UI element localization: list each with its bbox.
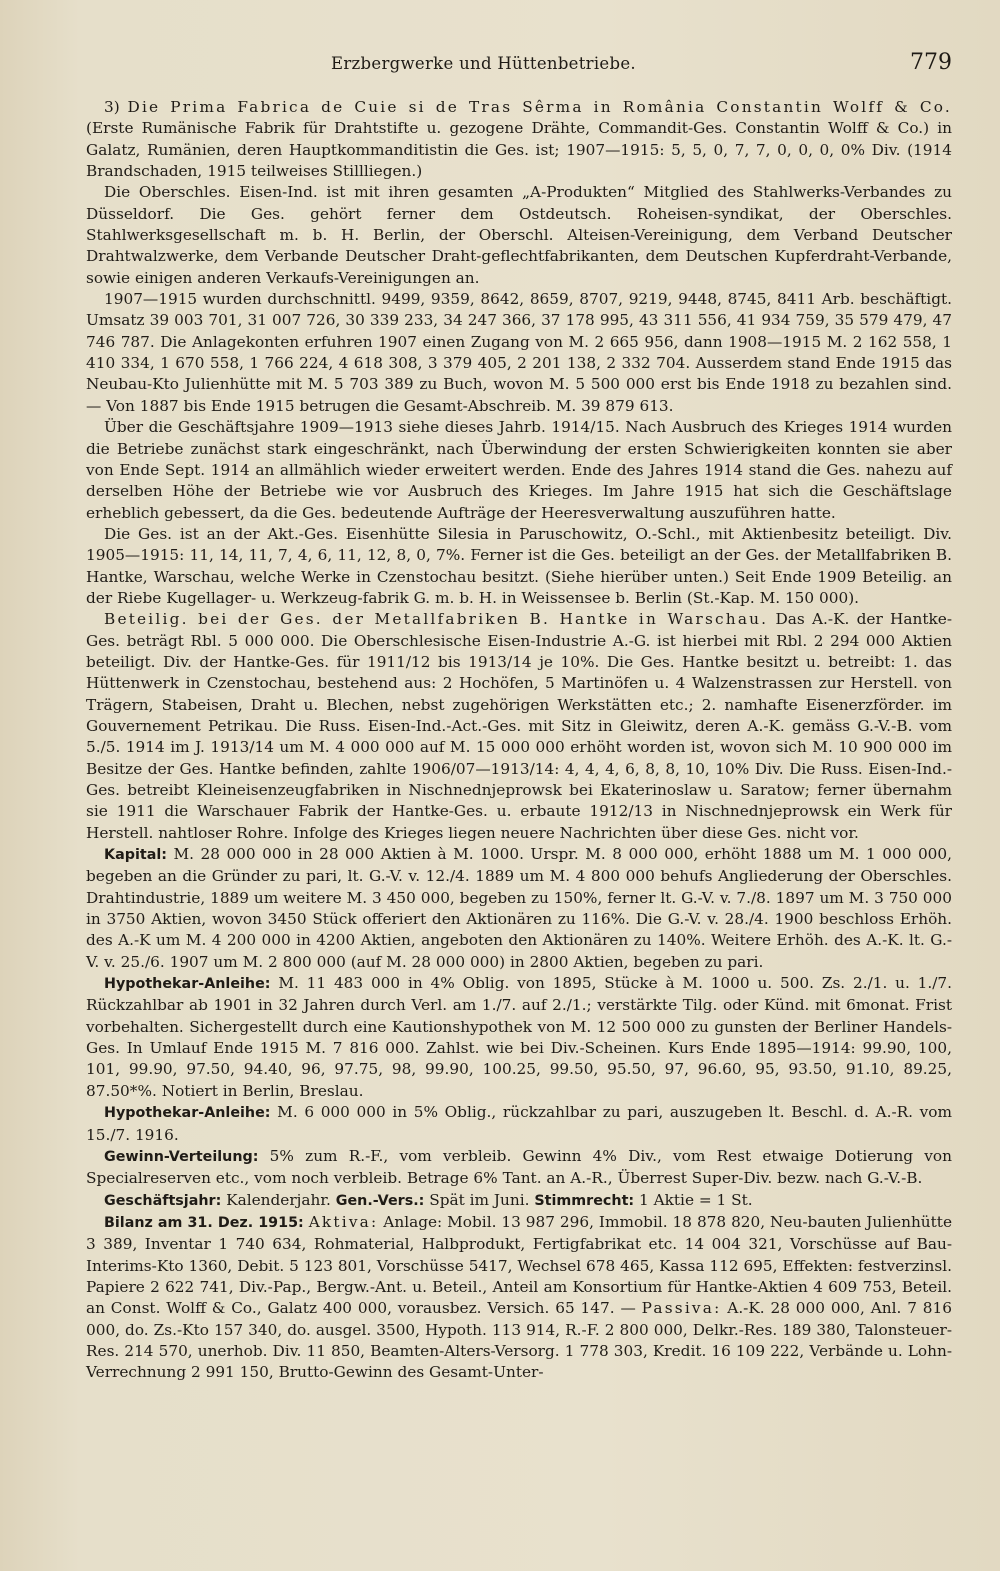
section-keyword: Geschäftsjahr: [104, 1192, 222, 1209]
spaced-heading: Passiva: [641, 1299, 722, 1318]
text-segment: A.-K. 28 000 000, Anl. 7 816 000, do. Zs.-Kto 157 340, do. ausgel. 3500, Hypoth. 113 914, R.-F. 2 800 000, Delkr.-Res. 189 380, Talonsteuer-Res. 214 570, unerhob. Div. 11 850, Beamten-Alters-Versorg. 1 778 303, Kredit. 16 109 222, Verbände u. Lohn-Verrechnung 2 991 150, Brutto-Gewinn des Gesamt-Unter- [86, 1299, 952, 1382]
section-keyword: Hypothekar-Anleihe: [104, 976, 271, 993]
paragraph [86, 973, 952, 1102]
section-keyword: Stimmrecht: [534, 1192, 635, 1209]
text-segment: (Erste Rumänische Fabrik für Drahtstifte u. gezogene Drähte, Commandit-Ges. Constantin Wolff & Co.) in Galatz, Rumänien, deren Hauptkommanditistin die Ges. ist; 1907—1915: 5, 5, 0, 7, 7, 0, 0, 0, 0% Div. (1914 Brandschaden, 1915 teilweises Stillliegen.) [86, 119, 952, 181]
paragraph [86, 1190, 952, 1212]
text-segment: M. 6 000 000 in 5% Oblig., rückzahlbar zu pari, auszugeben lt. Beschl. d. A.-R. vom 15./7. 1916. [86, 1103, 952, 1144]
paragraph [86, 524, 952, 609]
text-segment: Kalenderjahr. [221, 1190, 336, 1209]
text-segment: M. 28 000 000 in 28 000 Aktien à M. 1000. Urspr. M. 8 000 000, erhöht 1888 um M. 1 000 000, begeben an die Gründer zu pari, lt. G.-V. v. 12./4. 1889 um M. 4 800 000 behufs Angliederung der Oberschles. Drahtindustrie, 1889 um weitere M. 3 450 000, begeben zu 150%, ferner lt. G.-V. v. 7./8. 1897 um M. 3 750 000 in 3750 Aktien, wovon 3450 Stück offeriert den Aktionären zu 116%. Die G.-V. v. 28./4. 1900 beschloss Erhöh. des A.-K um M. 4 200 000 in 4200 Aktien, angeboten den Aktionären zu 140%. Weitere Erhöh. des A.-K. lt. G.-V. v. 25./6. 1907 um M. 2 800 000 (auf M. 28 000 000) in 2800 Aktien, begeben zu pari. [86, 845, 952, 971]
paragraph [86, 97, 952, 182]
paragraph [86, 289, 952, 417]
paragraph [86, 1146, 952, 1190]
paragraph [86, 417, 952, 524]
text-segment: 1 Aktie = 1 St. [634, 1190, 753, 1209]
text-segment: Das A.-K. der Hantke-Ges. beträgt Rbl. 5 000 000. Die Oberschlesische Eisen-Industrie A.-G. ist hierbei mit Rbl. 2 294 000 Aktien beteiligt. Div. der Hantke-Ges. für 1911/12 bis 1913/14 je 10%. Die Ges. Hantke besitzt u. betreibt: 1. das Hüttenwerk in Czenstochau, bestehend aus: 2 Hochöfen, 5 Martinöfen u. 4 Walzenstrassen zur Herstell. von Trägern, Stabeisen, Draht u. Blechen, nebst zugehörigen Werkstätten etc.; 2. namhafte Eisenerzförder. im Gouvernement Petrikau. Die Russ. Eisen-Ind.-Act.-Ges. mit Sitz in Gleiwitz, deren A.-K. gemäss G.-V.-B. vom 5./5. 1914 im J. 1913/14 um M. 4 000 000 auf M. 15 000 000 erhöht worden ist, wovon sich M. 10 900 000 im Besitze der Ges. Hantke befinden, zahlte 1906/07—1913/14: 4, 4, 4, 6, 8, 8, 10, 10% Div. Die Russ. Eisen-Ind.-Ges. betreibt Kleineisenzeugfabriken in Nischnednjeprowsk bei Ekaterinoslaw u. Saratow; ferner übernahm sie 1911 die Warschauer Fabrik der Hantke-Ges. u. erbaute 1912/13 in Nischnednjeprowsk ein Werk für Herstell. nahtloser Rohre. Infolge des Krieges liegen neuere Nachrichten über diese Ges. nicht vor. [86, 610, 952, 842]
paragraph [86, 609, 952, 844]
section-keyword: Hypothekar-Anleihe: [104, 1105, 271, 1122]
paragraph [86, 1102, 952, 1146]
running-title: Erzbergwerke und Hüttenbetriebe. [331, 54, 636, 73]
body-text [86, 97, 952, 1384]
page-number: 779 [910, 50, 952, 75]
text-segment: Die Ges. ist an der Akt.-Ges. Eisenhütte Silesia in Paruschowitz, O.-Schl., mit Aktienbesitz beteiligt. Div. 1905—1915: 11, 14, 11, 7, 4, 6, 11, 12, 8, 0, 7%. Ferner ist die Ges. beteiligt an der Ges. der Metallfabriken B. Hantke, Warschau, welche Werke in Czenstochau besitzt. (Siehe hierüber unten.) Seit Ende 1909 Beteilig. an der Riebe Kugellager- u. Werkzeug-fabrik G. m. b. H. in Weissensee b. Berlin (St.-Kap. M. 150 000). [86, 524, 952, 607]
page-header [86, 46, 952, 86]
spaced-heading: Aktiva: [308, 1212, 379, 1231]
paragraph [86, 182, 952, 289]
spaced-heading: Beteilig. bei der Ges. der Metallfabriken B. Hantke in Warschau. [104, 610, 769, 629]
text-segment: Die Oberschles. Eisen-Ind. ist mit ihren gesamten „A-Produkten“ Mitglied des Stahlwerks-Verbandes zu Düsseldorf. Die Ges. gehört ferner dem Ostdeutsch. Roheisen-syndikat, der Oberschles. Stahlwerksgesellschaft m. b. H. Berlin, der Oberschl. Alteisen-Vereinigung, dem Verband Deutscher Drahtwalzwerke, dem Verbande Deutscher Draht-geflechtfabrikanten, dem Deutschen Kupferdraht-Verbande, sowie einigen anderen Verkaufs-Vereinigungen an. [86, 183, 952, 287]
text-segment: M. 11 483 000 in 4% Oblig. von 1895, Stücke à M. 1000 u. 500. Zs. 2./1. u. 1./7. Rückzahlbar ab 1901 in 32 Jahren durch Verl. am 1./7. auf 2./1.; verstärkte Tilg. oder Künd. mit 6monat. Frist vorbehalten. Sichergestellt durch eine Kautionshypothek von M. 12 500 000 zu gunsten der Berliner Handels-Ges. In Umlauf Ende 1915 M. 7 816 000. Zahlst. wie bei Div.-Scheinen. Kurs Ende 1895—1914: 99.90, 100, 101, 99.90, 97.50, 94.40, 96, 97.75, 98, 99.90, 100.25, 99.50, 95.50, 97, 96.60, 95, 93.50, 91.10, 89.25, 87.50*%. Notiert in Berlin, Breslau. [86, 974, 952, 1100]
text-segment: 3) [104, 98, 128, 116]
text-segment: 5% zum R.-F., vom verbleib. Gewinn 4% Div., vom Rest etwaige Dotierung von Specialreserven etc., vom noch verbleib. Betrage 6% Tant. an A.-R., Überrest Super-Div. bezw. nach G.-V.-B. [86, 1146, 952, 1188]
section-keyword: Gen.-Vers.: [335, 1192, 425, 1209]
paragraph [86, 1212, 952, 1384]
text-segment: Über die Geschäftsjahre 1909—1913 siehe dieses Jahrb. 1914/15. Nach Ausbruch des Krieges 1914 wurden die Betriebe zunächst stark eingeschränkt, nach Überwindung der ersten Schwierigkeiten konnten sie aber von Ende Sept. 1914 an allmählich wieder erweitert werden. Ende des Jahres 1914 stand die Ges. nahezu auf derselben Höhe der Betriebe wie vor Ausbruch des Krieges. Im Jahre 1915 hat sich die Geschäftslage erheblich gebessert, da die Ges. bedeutende Aufträge der Heeresverwaltung auszuführen hatte. [86, 418, 952, 522]
paragraph [86, 844, 952, 973]
spaced-heading: Die Prima Fabrica de Cuie si de Tras Sêrma in România Constantin Wolff & Co. [127, 98, 952, 116]
text-segment: 1907—1915 wurden durchschnittl. 9499, 9359, 8642, 8659, 8707, 9219, 9448, 8745, 8411 Arb. beschäftigt. Umsatz 39 003 701, 31 007 726, 30 339 233, 34 247 366, 37 178 995, 43 311 556, 41 934 759, 35 579 479, 47 746 787. Die Anlagekonten erfuhren 1907 einen Zugang von M. 2 665 956, dann 1908—1915 M. 2 162 558, 1 410 334, 1 670 558, 1 766 224, 4 618 308, 3 379 405, 2 201 138, 2 332 704. Ausserdem stand Ende 1915 das Neubau-Kto Julienhütte mit M. 5 703 389 zu Buch, wovon M. 5 500 000 erst bis Ende 1918 zu bezahlen sind. — Von 1887 bis Ende 1915 betrugen die Gesamt-Abschreib. M. 39 879 613. [86, 290, 952, 415]
text-segment: Spät im Juni. [424, 1190, 535, 1209]
text-segment: Anlage: Mobil. 13 987 296, Immobil. 18 878 820, Neu-bauten Julienhütte 3 389, Inventar 1 740 634, Rohmaterial, Halbprodukt, Fertigfabrikat etc. 14 004 321, Vorschüsse auf Bau-Interims-Kto 1360, Debit. 5 123 801, Vorschüsse 5417, Wechsel 678 465, Kassa 112 695, Effekten: festverzinsl. Papiere 2 622 741, Div.-Pap., Bergw.-Ant. u. Beteil., Anteil am Konsortium für Hantke-Aktien 4 609 753, Beteil. an Const. Wolff & Co., Galatz 400 000, vorausbez. Versich. 65 147. — [86, 1212, 952, 1318]
section-keyword: Kapital: [104, 847, 167, 864]
section-keyword: Gewinn-Verteilung: [104, 1148, 259, 1165]
section-keyword: Bilanz am 31. Dez. 1915: [104, 1214, 304, 1231]
